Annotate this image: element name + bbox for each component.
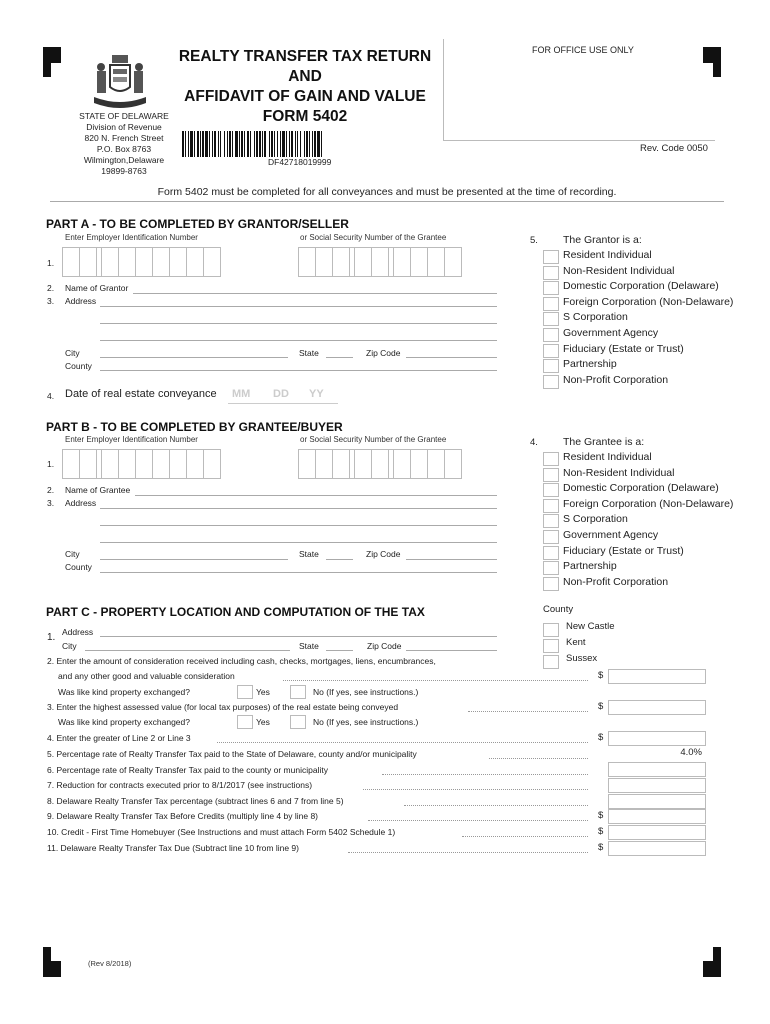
office-use-bottom-line bbox=[443, 140, 715, 141]
line-2-kind-no-label: No (If yes, see instructions.) bbox=[313, 687, 419, 697]
grantee-type-checkbox-2[interactable] bbox=[543, 483, 559, 497]
grantee-state-label: State bbox=[299, 549, 319, 559]
line-7-rate-field[interactable] bbox=[608, 778, 706, 793]
grantee-type-checkbox-4[interactable] bbox=[543, 514, 559, 528]
line-2-kind-yes-label: Yes bbox=[256, 687, 270, 697]
grantee-type-checkbox-8[interactable] bbox=[543, 577, 559, 591]
part-a-heading: PART A - TO BE COMPLETED BY GRANTOR/SELLER bbox=[46, 217, 349, 231]
grantor-type-checkbox-5[interactable] bbox=[543, 328, 559, 342]
grantor-zip-label: Zip Code bbox=[366, 348, 401, 358]
line-11-dollar: $ bbox=[598, 842, 604, 853]
corner-mark-top-left-bar bbox=[43, 47, 61, 63]
grantee-type-label-1: Non-Resident Individual bbox=[563, 466, 675, 479]
grantee-type-checkbox-6[interactable] bbox=[543, 546, 559, 560]
grantor-type-label-2: Domestic Corporation (Delaware) bbox=[563, 280, 719, 293]
title-line-3: AFFIDAVIT OF GAIN AND VALUE bbox=[184, 88, 426, 105]
conveyance-date-month[interactable]: MM bbox=[232, 388, 251, 400]
conveyance-date-day[interactable]: DD bbox=[273, 388, 289, 400]
line-8-leader bbox=[404, 805, 588, 806]
line-9-dollar: $ bbox=[598, 810, 604, 821]
grantor-type-label-7: Partnership bbox=[563, 358, 617, 371]
part-b-line-3-number: 3. bbox=[47, 498, 55, 508]
line-2-text-a: 2. Enter the amount of consideration received including cash, checks, mortgages, liens, encumbrances, bbox=[47, 656, 436, 666]
title-line-2: AND bbox=[288, 68, 322, 85]
line-11-leader bbox=[348, 852, 588, 853]
street-address: 820 N. French Street bbox=[84, 133, 164, 143]
property-address-field[interactable] bbox=[100, 636, 497, 637]
county-checkbox-0[interactable] bbox=[543, 623, 559, 637]
grantee-type-checkbox-3[interactable] bbox=[543, 499, 559, 513]
county-label-0: New Castle bbox=[566, 621, 615, 632]
part-b-ssn-label: or Social Security Number of the Grantee bbox=[300, 435, 447, 444]
grantor-type-checkbox-3[interactable] bbox=[543, 297, 559, 311]
line-3-kind-no-checkbox[interactable] bbox=[290, 715, 306, 729]
title-line-4: FORM 5402 bbox=[262, 108, 348, 125]
line-4-leader bbox=[217, 742, 588, 743]
part-a-line-3-number: 3. bbox=[47, 296, 55, 306]
part-c-heading: PART C - PROPERTY LOCATION AND COMPUTATION OF THE TAX bbox=[46, 605, 425, 619]
revision-date: (Rev 8/2018) bbox=[88, 959, 132, 968]
line-3-kind-question: Was like kind property exchanged? bbox=[58, 717, 190, 727]
grantee-type-label-7: Partnership bbox=[563, 560, 617, 573]
po-box: P.O. Box 8763 bbox=[96, 144, 152, 154]
line-3-leader bbox=[468, 711, 588, 712]
grantor-address-field-1[interactable] bbox=[100, 306, 497, 307]
line-7-leader bbox=[363, 789, 588, 790]
property-address-label: Address bbox=[62, 627, 94, 637]
zip-code: 19899-8763 bbox=[101, 166, 147, 176]
line-2-text-b: and any other good and valuable consideration bbox=[58, 671, 235, 681]
grantee-type-number: 4. bbox=[530, 437, 538, 448]
grantee-type-checkbox-1[interactable] bbox=[543, 468, 559, 482]
grantor-state-field[interactable] bbox=[326, 357, 353, 358]
property-city-label: City bbox=[62, 641, 77, 651]
grantee-address-field-2[interactable] bbox=[100, 525, 497, 526]
property-state-label: State bbox=[299, 641, 319, 651]
grantor-type-number: 5. bbox=[530, 235, 538, 246]
grantee-city-field[interactable] bbox=[100, 559, 288, 560]
grantee-county-field[interactable] bbox=[100, 572, 497, 573]
line-6-rate-field[interactable] bbox=[608, 762, 706, 777]
line-6-leader bbox=[382, 774, 588, 775]
part-a-ssn-label: or Social Security Number of the Grantee bbox=[300, 233, 447, 242]
line-2-kind-no-checkbox[interactable] bbox=[290, 685, 306, 699]
grantee-address-label: Address bbox=[65, 498, 97, 508]
grantor-type-checkbox-1[interactable] bbox=[543, 266, 559, 280]
line-8-rate-field[interactable] bbox=[608, 794, 706, 809]
line-2-dollar: $ bbox=[598, 670, 604, 681]
form-title bbox=[160, 47, 450, 127]
line-9-text: 9. Delaware Realty Transfer Tax Before Credits (multiply line 4 by line 8) bbox=[47, 811, 319, 821]
grantor-type-label-6: Fiduciary (Estate or Trust) bbox=[563, 342, 684, 355]
part-b-ssn-boxes[interactable] bbox=[298, 449, 461, 479]
part-c-line-1-number: 1. bbox=[47, 632, 56, 643]
grantor-type-label-1: Non-Resident Individual bbox=[563, 264, 675, 277]
grantor-type-checkbox-6[interactable] bbox=[543, 344, 559, 358]
grantor-type-label-3: Foreign Corporation (Non-Delaware) bbox=[563, 295, 734, 308]
grantee-type-label-4: S Corporation bbox=[563, 513, 628, 526]
conveyance-date-label: Date of real estate conveyance bbox=[65, 388, 217, 400]
grantee-city-label: City bbox=[65, 549, 80, 559]
line-4-text: 4. Enter the greater of Line 2 or Line 3 bbox=[47, 733, 191, 743]
grantor-city-field[interactable] bbox=[100, 357, 288, 358]
part-a-ein-boxes[interactable] bbox=[62, 247, 220, 277]
grantee-type-checkbox-5[interactable] bbox=[543, 530, 559, 544]
grantee-type-label-5: Government Agency bbox=[563, 529, 659, 541]
corner-mark-top-right-bar bbox=[703, 47, 721, 63]
grantor-county-label: County bbox=[65, 361, 92, 371]
line-3-text: 3. Enter the highest assessed value (for local tax purposes) of the real estate being conveyed bbox=[47, 702, 399, 712]
grantee-name-field[interactable] bbox=[135, 495, 497, 496]
county-title: County bbox=[543, 604, 574, 615]
office-use-divider bbox=[443, 39, 444, 140]
corner-mark-bottom-left-bar bbox=[43, 961, 61, 977]
line-4-dollar: $ bbox=[598, 732, 604, 743]
division-name: Division of Revenue bbox=[86, 122, 162, 132]
line-3-kind-yes-label: Yes bbox=[256, 717, 270, 727]
grantor-type-checkbox-4[interactable] bbox=[543, 312, 559, 326]
city-state: Wilmington,Delaware bbox=[83, 155, 165, 165]
line-8-text: 8. Delaware Realty Transfer Tax percentage (subtract lines 6 and 7 from line 5) bbox=[47, 796, 344, 806]
line-5-leader bbox=[489, 758, 588, 759]
grantor-type-label-0: Resident Individual bbox=[563, 249, 652, 261]
line-10-text: 10. Credit - First Time Homebuyer (See Instructions and must attach Form 5402 Schedule 1) bbox=[47, 827, 396, 837]
part-a-line-1-number: 1. bbox=[47, 258, 55, 268]
grantee-type-checkbox-7[interactable] bbox=[543, 561, 559, 575]
line-3-dollar: $ bbox=[598, 701, 604, 712]
line-2-amount-field[interactable] bbox=[608, 669, 706, 684]
grantee-zip-label: Zip Code bbox=[366, 549, 401, 559]
property-zip-field[interactable] bbox=[406, 650, 497, 651]
barcode bbox=[182, 131, 435, 157]
part-a-ssn-boxes[interactable] bbox=[298, 247, 461, 277]
line-11-amount-field[interactable] bbox=[608, 841, 706, 856]
property-city-field[interactable] bbox=[85, 650, 290, 651]
recording-notice: Form 5402 must be completed for all conveyances and must be presented at the time of recording. bbox=[157, 186, 617, 198]
grantee-type-label-2: Domestic Corporation (Delaware) bbox=[563, 482, 719, 495]
line-5-text: 5. Percentage rate of Realty Transfer Tax paid to the State of Delaware, county and/or municipality bbox=[47, 749, 417, 759]
conveyance-date-underline bbox=[228, 403, 338, 404]
part-b-line-2-number: 2. bbox=[47, 485, 55, 495]
line-7-text: 7. Reduction for contracts executed prior to 8/1/2017 (see instructions) bbox=[47, 780, 313, 790]
grantee-type-checkbox-0[interactable] bbox=[543, 452, 559, 466]
barcode-number: DF42718019999 bbox=[268, 157, 332, 167]
part-b-heading: PART B - TO BE COMPLETED BY GRANTEE/BUYER bbox=[46, 420, 343, 434]
grantor-name-label: Name of Grantor bbox=[65, 283, 129, 293]
grantee-type-label-3: Foreign Corporation (Non-Delaware) bbox=[563, 497, 734, 510]
grantor-state-label: State bbox=[299, 348, 319, 358]
line-9-leader bbox=[368, 820, 588, 821]
line-2-kind-yes-checkbox[interactable] bbox=[237, 685, 253, 699]
grantor-type-label-5: Government Agency bbox=[563, 327, 659, 339]
part-a-line-4-number: 4. bbox=[47, 391, 55, 401]
county-label-2: Sussex bbox=[566, 653, 598, 664]
grantor-address-field-3[interactable] bbox=[100, 340, 497, 341]
line-3-kind-no-label: No (If yes, see instructions.) bbox=[313, 717, 419, 727]
line-10-amount-field[interactable] bbox=[608, 825, 706, 840]
grantee-type-title: The Grantee is a: bbox=[563, 436, 645, 448]
grantor-type-checkbox-7[interactable] bbox=[543, 359, 559, 373]
line-4-amount-field[interactable] bbox=[608, 731, 706, 746]
line-10-dollar: $ bbox=[598, 826, 604, 837]
delaware-seal-logo bbox=[92, 53, 148, 111]
grantor-type-checkbox-8[interactable] bbox=[543, 375, 559, 389]
state-name: STATE OF DELAWARE bbox=[79, 111, 169, 121]
corner-mark-bottom-right-bar bbox=[703, 961, 721, 977]
line-2-leader bbox=[283, 680, 588, 681]
part-b-ein-label: Enter Employer Identification Number bbox=[65, 435, 198, 444]
line-2-kind-question: Was like kind property exchanged? bbox=[58, 687, 190, 697]
grantee-address-field-3[interactable] bbox=[100, 542, 497, 543]
part-b-ein-boxes[interactable] bbox=[62, 449, 220, 479]
part-b-line-1-number: 1. bbox=[47, 459, 55, 469]
line-5-rate-value: 4.0% bbox=[680, 747, 702, 758]
grantor-address-field-2[interactable] bbox=[100, 323, 497, 324]
grantor-address-label: Address bbox=[65, 296, 97, 306]
grantor-type-checkbox-0[interactable] bbox=[543, 250, 559, 264]
grantor-zip-field[interactable] bbox=[406, 357, 497, 358]
property-zip-label: Zip Code bbox=[367, 641, 402, 651]
grantor-type-title: The Grantor is a: bbox=[563, 234, 642, 246]
property-state-field[interactable] bbox=[326, 650, 353, 651]
line-9-amount-field[interactable] bbox=[608, 809, 706, 824]
grantor-type-label-4: S Corporation bbox=[563, 311, 628, 324]
rev-code: Rev. Code 0050 bbox=[640, 143, 708, 154]
grantor-city-label: City bbox=[65, 348, 80, 358]
grantee-address-field-1[interactable] bbox=[100, 508, 497, 509]
line-3-amount-field[interactable] bbox=[608, 700, 706, 715]
grantee-type-label-6: Fiduciary (Estate or Trust) bbox=[563, 544, 684, 557]
title-line-1: REALTY TRANSFER TAX RETURN bbox=[178, 48, 432, 65]
state-address-block bbox=[64, 111, 184, 177]
office-use-label: FOR OFFICE USE ONLY bbox=[532, 45, 634, 55]
county-label-1: Kent bbox=[566, 637, 586, 648]
part-a-ein-label: Enter Employer Identification Number bbox=[65, 233, 198, 242]
grantor-name-field[interactable] bbox=[133, 293, 497, 294]
conveyance-date-year[interactable]: YY bbox=[309, 388, 324, 400]
grantor-county-field[interactable] bbox=[100, 370, 497, 371]
grantor-type-label-8: Non-Profit Corporation bbox=[563, 373, 669, 386]
notice-underline bbox=[50, 201, 724, 202]
line-3-kind-yes-checkbox[interactable] bbox=[237, 715, 253, 729]
grantee-county-label: County bbox=[65, 562, 92, 572]
county-checkbox-2[interactable] bbox=[543, 655, 559, 669]
line-11-text: 11. Delaware Realty Transfer Tax Due (Subtract line 10 from line 9) bbox=[47, 843, 299, 853]
part-a-line-2-number: 2. bbox=[47, 283, 55, 293]
grantee-zip-field[interactable] bbox=[406, 559, 497, 560]
line-10-leader bbox=[462, 836, 588, 837]
grantee-type-label-8: Non-Profit Corporation bbox=[563, 575, 669, 588]
grantor-type-checkbox-2[interactable] bbox=[543, 281, 559, 295]
county-checkbox-1[interactable] bbox=[543, 639, 559, 653]
grantee-name-label: Name of Grantee bbox=[65, 485, 131, 495]
line-6-text: 6. Percentage rate of Realty Transfer Tax paid to the county or municipality bbox=[47, 765, 328, 775]
grantee-state-field[interactable] bbox=[326, 559, 353, 560]
grantee-type-label-0: Resident Individual bbox=[563, 451, 652, 463]
